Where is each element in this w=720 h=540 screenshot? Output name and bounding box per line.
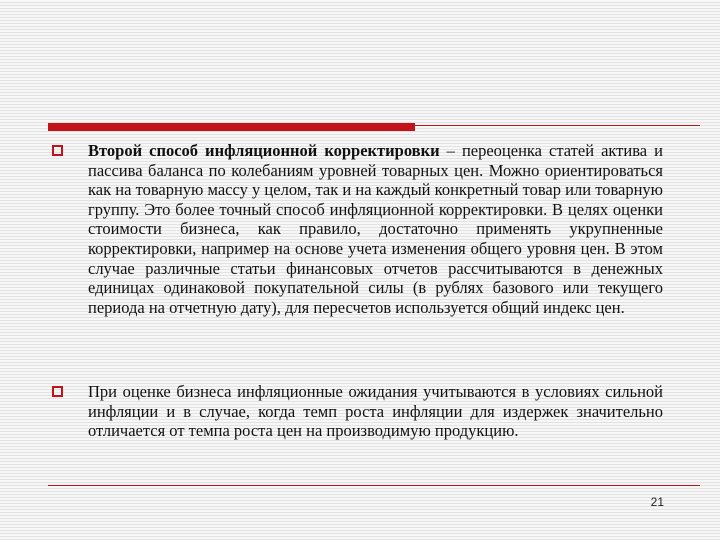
bullet-lead-bold: Второй способ инфляционной корректировки: [88, 141, 440, 160]
footer-rule: [48, 485, 700, 486]
page-number: 21: [650, 495, 664, 509]
bullet-text: При оценке бизнеса инфляционные ожидания учитываются в условиях сильной инфляции и в случае, когда темп роста инфляции для издержек значительно отличается от темпа роста цен на производимую продукцию.: [88, 382, 663, 441]
bullet-paragraph-1: [88, 141, 663, 317]
bullet-text: – переоценка статей актива и пассива баланса по колебаниям уровней товарных цен. Можно ориентироваться как на товарную массу у целом, так и на каждый конкретный товар или товарную группу. Это более точный способ инфляционной корректировки. В целях оценки стоимости бизнеса, как правило, достаточно применять укрупненные корректировки, например на основе учета изменения общего уровня цен. В этом случае различные статьи финансовых отчетов рассчитываются в денежных единицах одинаковой покупательной силы (в рублях базового или текущего периода на отчетную дату), для пересчетов используется общий индекс цен.: [88, 141, 663, 317]
bullet-paragraph-2: [88, 382, 663, 441]
header-rule: [415, 125, 700, 126]
header-accent-bar: [48, 123, 415, 131]
bullet-square-icon: [52, 145, 63, 156]
bullet-square-icon: [52, 386, 63, 397]
